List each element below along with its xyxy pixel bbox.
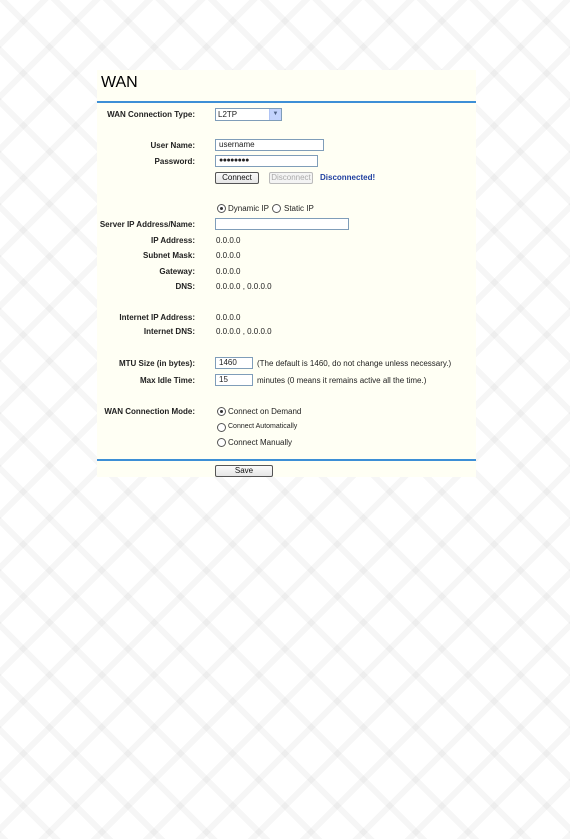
subnet-mask-label: Subnet Mask:: [142, 251, 195, 260]
mtu-input[interactable]: 1460: [215, 357, 253, 369]
ip-address-value: 0.0.0.0: [216, 236, 241, 245]
dns-label: DNS:: [175, 282, 195, 291]
internet-dns-label: Internet DNS:: [143, 327, 195, 336]
mode-on-demand-label: Connect on Demand: [228, 407, 302, 416]
internet-dns-value: 0.0.0.0 , 0.0.0.0: [216, 327, 272, 336]
mode-automatic-label: Connect Automatically: [228, 423, 298, 430]
disconnect-button[interactable]: Disconnect: [269, 172, 313, 184]
mtu-label: MTU Size (in bytes):: [118, 359, 195, 368]
password-input[interactable]: ●●●●●●●●: [215, 155, 318, 167]
connect-button[interactable]: Connect: [215, 172, 259, 184]
dynamic-ip-label: Dynamic IP: [228, 204, 269, 213]
mode-manual-radio[interactable]: [217, 438, 226, 447]
save-button[interactable]: Save: [215, 465, 273, 477]
ip-address-label: IP Address:: [150, 236, 195, 245]
static-ip-radio[interactable]: [272, 204, 281, 213]
mode-on-demand-radio[interactable]: [217, 407, 226, 416]
mtu-hint: (The default is 1460, do not change unless necessary.): [257, 359, 452, 368]
server-input[interactable]: [215, 218, 349, 230]
user-name-input[interactable]: username: [215, 139, 324, 151]
idle-time-input[interactable]: 15: [215, 374, 253, 386]
idle-time-hint: minutes (0 means it remains active all the time.): [257, 376, 427, 385]
subnet-mask-value: 0.0.0.0: [216, 251, 241, 260]
connection-status: Disconnected!: [320, 173, 376, 182]
connection-type-select[interactable]: [215, 108, 282, 121]
internet-ip-label: Internet IP Address:: [119, 313, 195, 322]
connection-type-value: L2TP: [218, 110, 238, 119]
gateway-label: Gateway:: [159, 267, 195, 276]
password-label: Password:: [154, 157, 195, 166]
server-label: Server IP Address/Name:: [99, 220, 195, 229]
internet-ip-value: 0.0.0.0: [216, 313, 241, 322]
top-divider: [97, 101, 476, 103]
bottom-divider: [97, 459, 476, 461]
idle-time-label: Max Idle Time:: [140, 376, 195, 385]
connection-type-label: WAN Connection Type:: [107, 110, 195, 119]
gateway-value: 0.0.0.0: [216, 267, 241, 276]
mode-automatic-radio[interactable]: [217, 423, 226, 432]
mode-manual-label: Connect Manually: [228, 438, 293, 447]
user-name-label: User Name:: [150, 141, 195, 150]
static-ip-label: Static IP: [284, 204, 314, 213]
dns-value: 0.0.0.0 , 0.0.0.0: [216, 282, 272, 291]
dynamic-ip-radio[interactable]: [217, 204, 226, 213]
page-title: WAN: [101, 74, 138, 91]
chevron-down-icon[interactable]: ▼: [269, 109, 281, 120]
connection-mode-label: WAN Connection Mode:: [104, 407, 195, 416]
